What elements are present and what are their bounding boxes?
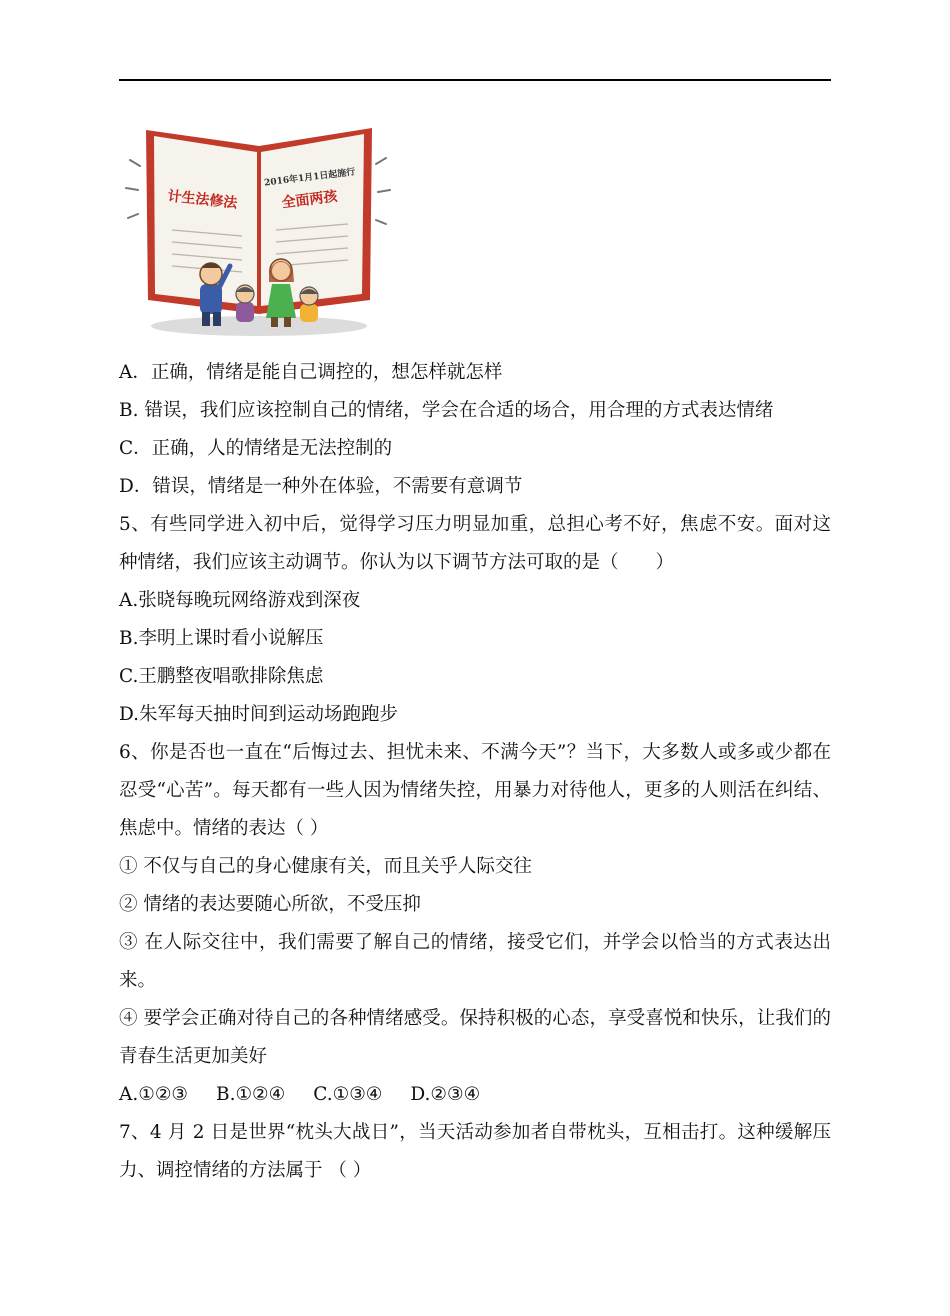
q5-option-a: A.张晓每晚玩网络游戏到深夜 bbox=[119, 590, 361, 611]
question-body bbox=[119, 354, 831, 1190]
q6-option-a: A.①②③ bbox=[119, 1084, 188, 1105]
header-rule bbox=[119, 79, 831, 81]
q6-options bbox=[119, 1076, 831, 1114]
ground-shadow bbox=[151, 316, 367, 336]
q5-stem: 5、有些同学进入初中后，觉得学习压力明显加重，总担心考不好，焦虑不安。面对这种情绪，我们应该主动调节。你认为以下调节方法可取的是（ ） bbox=[119, 514, 831, 573]
q4-option-d: D．错误，情绪是一种外在体验，不需要有意调节 bbox=[119, 476, 523, 497]
q5-option-d: D.朱军每天抽时间到运动场跑跑步 bbox=[119, 704, 399, 725]
q5-option-c: C.王鹏整夜唱歌排除焦虑 bbox=[119, 666, 324, 687]
q4-option-a: A．正确，情绪是能自己调控的，想怎样就怎样 bbox=[119, 362, 503, 383]
q6-statement-4: ④ 要学会正确对待自己的各种情绪感受。保持积极的心态，享受喜悦和快乐，让我们的青春生活更加美好 bbox=[119, 1008, 831, 1067]
q6-statement-2: ② 情绪的表达要随心所欲，不受压抑 bbox=[119, 894, 421, 915]
book-family-illustration bbox=[124, 118, 394, 340]
q6-statement-1: ① 不仅与自己的身心健康有关，而且关乎人际交往 bbox=[119, 856, 532, 877]
q6-option-b: B.①②④ bbox=[216, 1084, 286, 1105]
q4-option-b: B. 错误，我们应该控制自己的情绪，学会在合适的场合，用合理的方式表达情绪 bbox=[119, 400, 774, 421]
q6-stem: 6、你是否也一直在“后悔过去、担忧未来、不满今天”？当下，大多数人或多或少都在忍受“心苦”。每天都有一些人因为情绪失控，用暴力对待他人，更多的人则活在纠结、焦虑中。情绪的表达（ ） bbox=[119, 742, 831, 839]
q4-option-c: C．正确，人的情绪是无法控制的 bbox=[119, 438, 393, 459]
q7-stem: 7、4 月 2 日是世界“枕头大战日”，当天活动参加者自带枕头，互相击打。这种缓解压力、调控情绪的方法属于 （ ） bbox=[119, 1122, 831, 1181]
q6-option-d: D.②③④ bbox=[410, 1084, 481, 1105]
child-figure-girl bbox=[236, 285, 254, 322]
mother-figure bbox=[266, 259, 296, 327]
right-page-title: 全面两孩 bbox=[280, 188, 339, 212]
right-page-date: 2016年1月1日起施行 bbox=[263, 167, 356, 189]
q6-statement-3: ③ 在人际交往中，我们需要了解自己的情绪，接受它们，并学会以恰当的方式表达出来。 bbox=[119, 932, 831, 991]
q5-option-b: B.李明上课时看小说解压 bbox=[119, 628, 324, 649]
q6-option-c: C.①③④ bbox=[313, 1084, 383, 1105]
left-page-title: 计生法修法 bbox=[166, 188, 239, 212]
